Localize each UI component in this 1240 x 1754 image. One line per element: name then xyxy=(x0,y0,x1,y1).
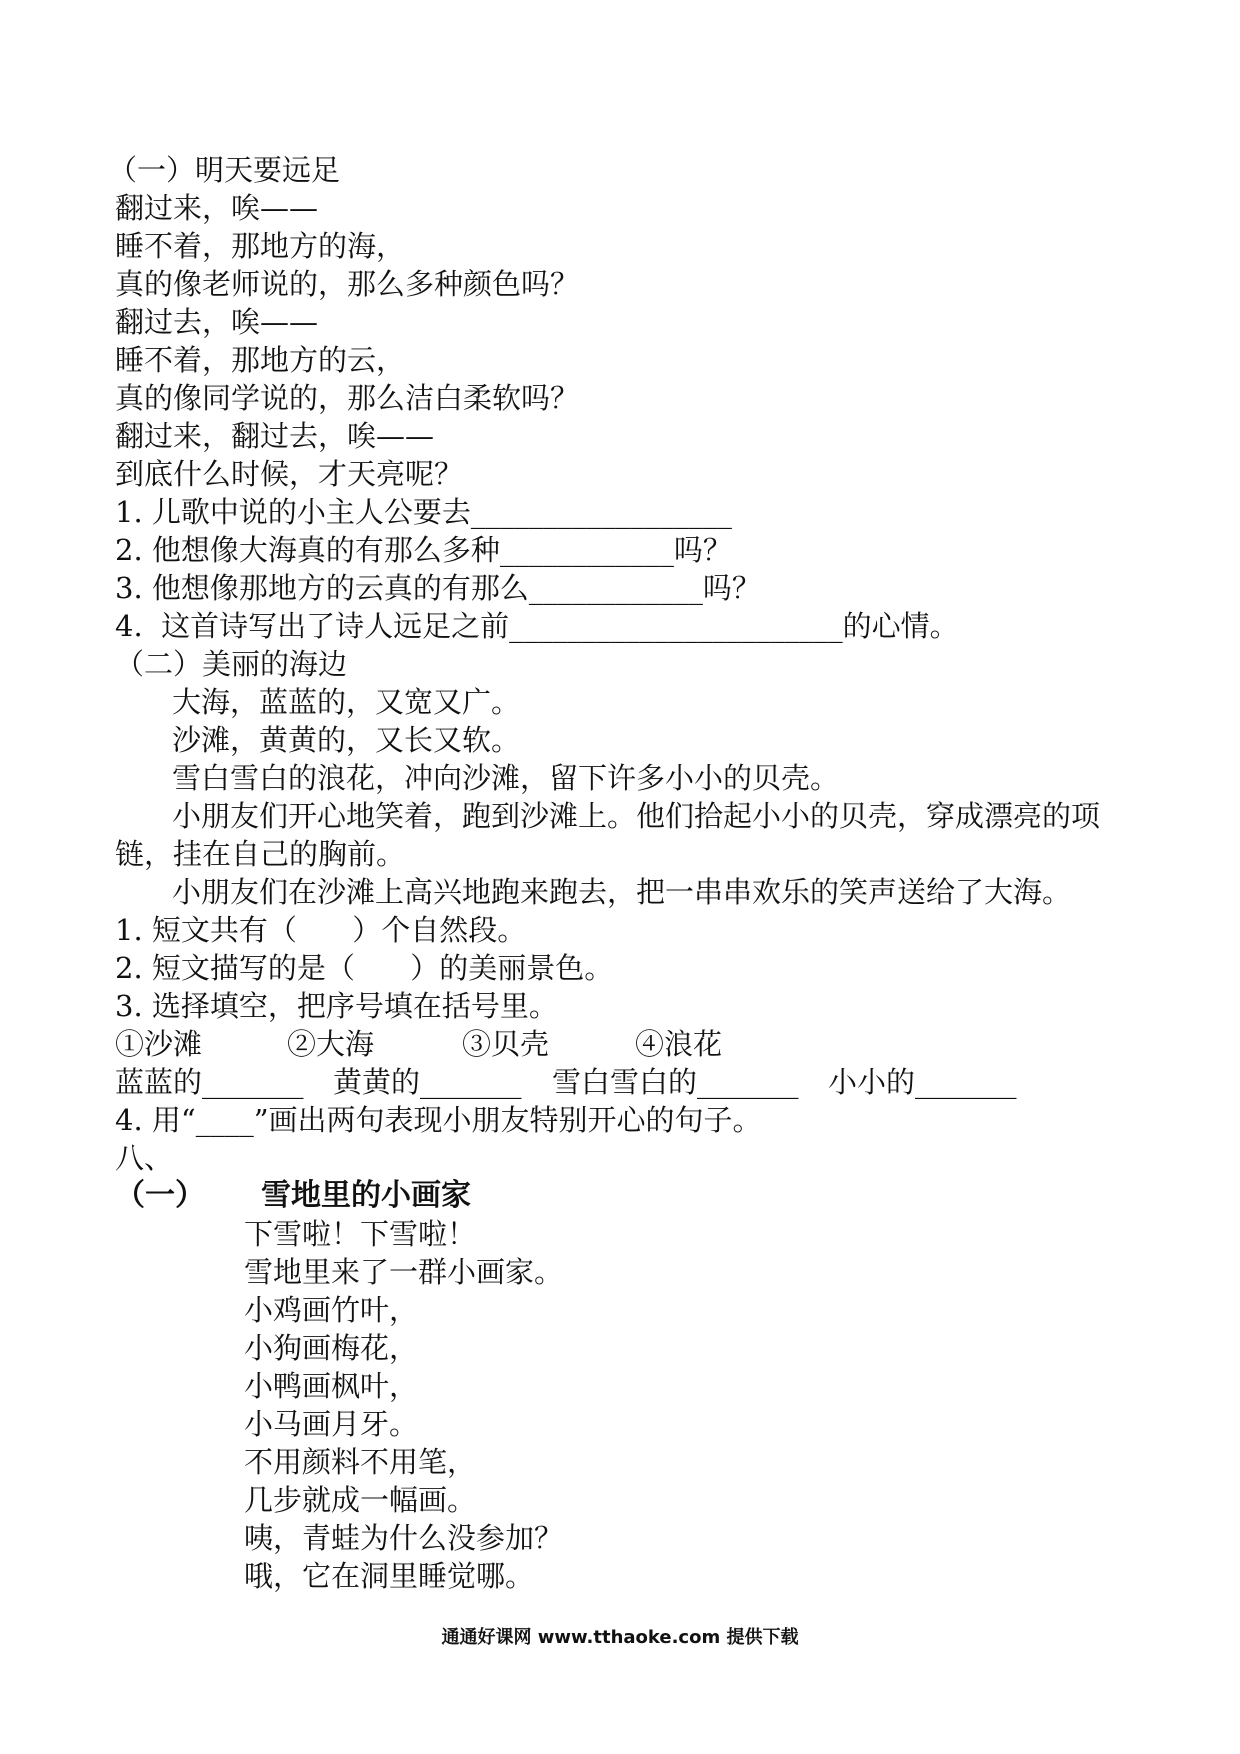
poem-line: 翻过去，唉—— xyxy=(115,305,319,339)
option-item: ①沙滩 xyxy=(115,1027,203,1061)
poem-line: 不用颜料不用笔， xyxy=(244,1445,477,1479)
question-line: 4. 这首诗写出了诗人远足之前_______________________的心情。 xyxy=(115,609,959,643)
fill-blank: 蓝蓝的_______ xyxy=(115,1065,304,1099)
paragraph-line: 沙滩，黄黄的，又长又软。 xyxy=(172,723,521,757)
footer-note: 通通好课网 www.tthaoke.com 提供下载 xyxy=(441,1627,799,1648)
subsection-label: （一） xyxy=(115,1178,205,1213)
poem-line: 雪地里来了一群小画家。 xyxy=(244,1255,564,1289)
question-line: 4. 用“____”画出两句表现小朋友特别开心的句子。 xyxy=(115,1103,762,1137)
poem-line: 咦，青蛙为什么没参加？ xyxy=(244,1521,564,1555)
paragraph-line: 雪白雪白的浪花，冲向沙滩，留下许多小小的贝壳。 xyxy=(172,761,840,795)
poem-line: 到底什么时候，才天亮呢？ xyxy=(115,457,464,491)
fill-blank: 雪白雪白的_______ xyxy=(552,1065,799,1099)
option-item: ④浪花 xyxy=(635,1027,723,1061)
poem-line: 小鸭画枫叶， xyxy=(244,1369,419,1403)
paragraph-line: 小朋友们在沙滩上高兴地跑来跑去，把一串串欢乐的笑声送给了大海。 xyxy=(172,875,1072,909)
question-line: 1. 短文共有（ ）个自然段。 xyxy=(115,913,527,947)
question-line: 2. 短文描写的是（ ）的美丽景色。 xyxy=(115,951,614,985)
fill-blank: 小小的_______ xyxy=(828,1065,1017,1099)
fill-blank: 黄黄的_______ xyxy=(333,1065,522,1099)
option-item: ③贝壳 xyxy=(462,1027,550,1061)
paragraph-line: 小朋友们开心地笑着，跑到沙滩上。他们拾起小小的贝壳，穿成漂亮的项 xyxy=(172,799,1101,833)
poem-line: 真的像老师说的，那么多种颜色吗？ xyxy=(115,267,580,301)
poem-line: 哦，它在洞里睡觉哪。 xyxy=(244,1559,535,1593)
poem-line: 小鸡画竹叶， xyxy=(244,1293,419,1327)
section8-heading: 八、 xyxy=(115,1141,174,1175)
section1-title: （一）明天要远足 xyxy=(108,153,341,187)
poem-line: 小狗画梅花， xyxy=(244,1331,419,1365)
poem-line: 翻过来，翻过去，唉—— xyxy=(115,419,435,453)
poem-line: 下雪啦！下雪啦！ xyxy=(244,1217,477,1251)
poem-line: 睡不着，那地方的云， xyxy=(115,343,406,377)
subsection-title: 雪地里的小画家 xyxy=(261,1178,471,1213)
poem-line: 睡不着，那地方的海， xyxy=(115,229,406,263)
option-item: ②大海 xyxy=(287,1027,375,1061)
question-line: 2. 他想像大海真的有那么多种____________吗？ xyxy=(115,533,732,567)
question-line: 1. 儿歌中说的小主人公要去__________________ xyxy=(115,495,732,529)
question-line: 3. 选择填空，把序号填在括号里。 xyxy=(115,989,558,1023)
poem-line: 几步就成一幅画。 xyxy=(244,1483,477,1517)
question-line: 3. 他想像那地方的云真的有那么____________吗？ xyxy=(115,571,761,605)
paragraph-line: 链，挂在自己的胸前。 xyxy=(115,837,406,871)
section2-title: （二）美丽的海边 xyxy=(115,647,348,681)
poem-line: 小马画月牙。 xyxy=(244,1407,419,1441)
paragraph-line: 大海，蓝蓝的，又宽又广。 xyxy=(172,685,521,719)
poem-line: 翻过来，唉—— xyxy=(115,191,319,225)
poem-line: 真的像同学说的，那么洁白柔软吗？ xyxy=(115,381,580,415)
